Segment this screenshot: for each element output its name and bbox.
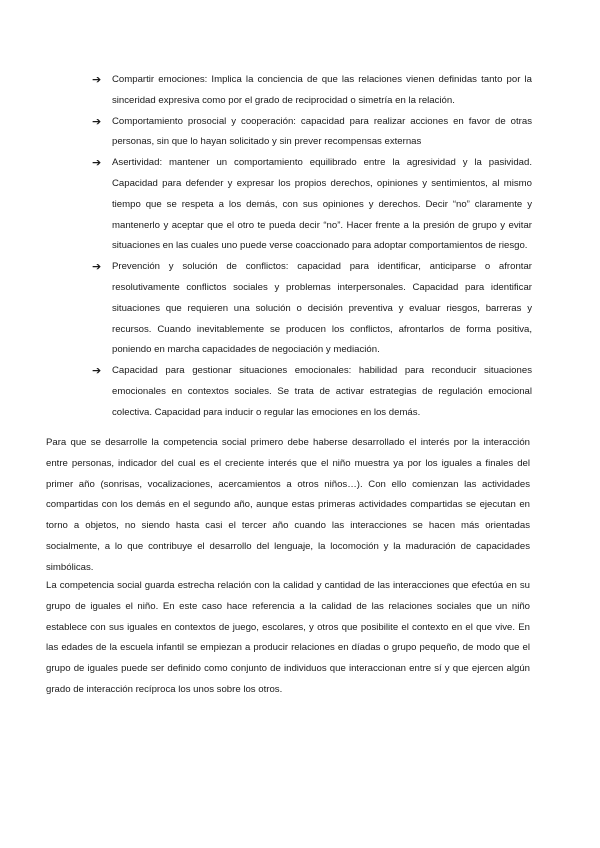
arrow-icon: ➔ (92, 157, 102, 170)
bullet-item (92, 361, 532, 423)
bullet-text: Capacidad para gestionar situaciones emocionales: habilidad para reconducir situaciones emocionales en contextos sociales. Se trata de activar estrategias de regulación emocional colectiva. Capacidad para inducir o regular las emociones en los demás. (112, 365, 532, 418)
body-paragraph: La competencia social guarda estrecha relación con la calidad y cantidad de las interacciones que efectúa en su grupo de iguales el niño. En este caso hace referencia a la calidad de las relaciones sociales que un niño establece con sus iguales en contextos de juego, escolares, y otros que posibilite el contexto en el que vive. En las edades de la escuela infantil se empiezan a producir relaciones en díadas o grupo pequeño, de modo que el grupo de iguales puede ser definido como conjunto de individuos que interaccionan entre sí y que ejercen algún grado de interacción recíproca los unos sobre los otros. (46, 580, 530, 695)
bullet-list (92, 70, 532, 424)
bullet-text: Prevención y solución de conflictos: capacidad para identificar, anticiparse o afrontar resolutivamente conflictos sociales y problemas interpersonales. Capacidad para identificar situaciones que requieren una solución o decisión preventiva y evaluar riesgos, barreras y recursos. Cuando inevitablemente se producen los conflictos, afrontarlos de forma positiva, poniendo en marcha capacidades de negociación y mediación. (112, 261, 532, 356)
arrow-icon: ➔ (92, 74, 102, 86)
arrow-icon: ➔ (92, 115, 102, 128)
body-paragraph: Para que se desarrolle la competencia social primero debe haberse desarrollado el interés por la interacción entre personas, indicador del cual es el creciente interés que el niño muestra ya por los iguales a finales del primer año (sonrisas, vocalizaciones, acercamientos a otros niños…). Con ello comienzan las actividades compartidas con los demás en el segundo año, aunque estas primeras actividades compartidas se ejecutan en torno a objetos, no siendo hasta casi el tercer año cuando las interacciones se hacen más orientadas socialmente, a lo que contribuye el desarrollo del lenguaje, la locomoción y la maduración de capacidades simbólicas. (46, 437, 530, 573)
arrow-icon: ➔ (92, 261, 102, 274)
bullet-item (92, 257, 532, 361)
bullet-item (92, 153, 532, 257)
bullet-text: Asertividad: mantener un comportamiento equilibrado entre la agresividad y la pasividad. Capacidad para defender y expresar los propios derechos, opiniones y sentimientos, al mismo tiempo que se respeta a los demás, con sus opiniones y derechos. Decir “no” claramente y mantenerlo y aceptar que el otro te pueda decir “no”. Hacer frente a la presión de grupo y evitar situaciones en las cuales uno puede verse coaccionado para adoptar comportamientos de riesgo. (112, 157, 532, 252)
bullet-item (92, 70, 532, 112)
bullet-item (92, 112, 532, 154)
bullet-text: Compartir emociones: Implica la conciencia de que las relaciones vienen definidas tanto por la sinceridad expresiva como por el grado de reciprocidad o simetría en la relación. (112, 74, 532, 106)
arrow-icon: ➔ (92, 365, 102, 378)
bullet-text: Comportamiento prosocial y cooperación: capacidad para realizar acciones en favor de otras personas, sin que lo hayan solicitado y sin prever recompensas externas (112, 115, 532, 148)
